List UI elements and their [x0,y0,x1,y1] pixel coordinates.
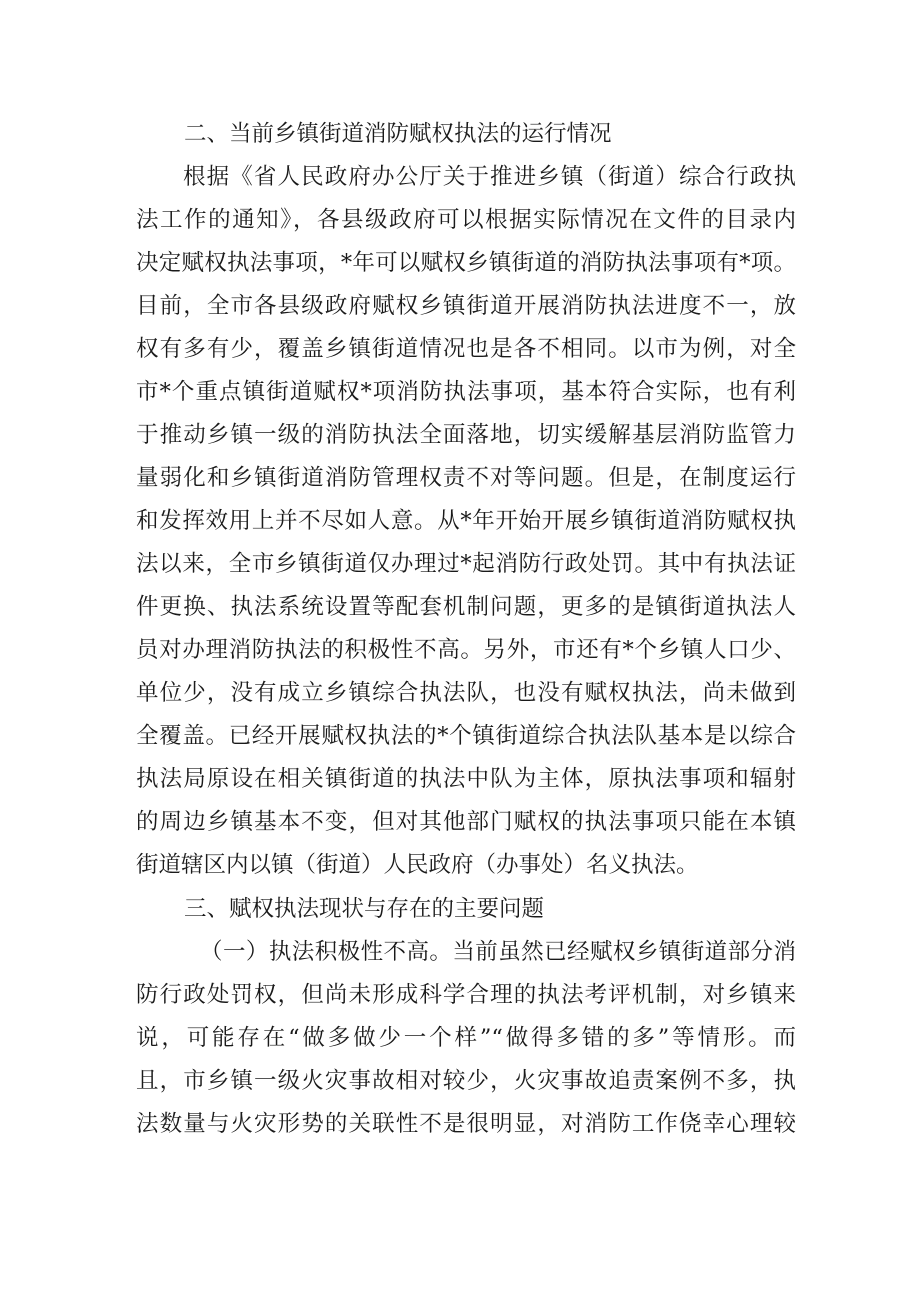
paragraph-line: 决定赋权执法事项，*年可以赋权乡镇街道的消防执法事项有*项。 [136,250,796,276]
paragraph-line: 且，市乡镇一级火灾事故相对较少，火灾事故追责案例不多，执 [136,1068,796,1094]
paragraph-line: 法工作的通知》，各县级政府可以根据实际情况在文件的目录内 [136,207,796,233]
paragraph-line: 防行政处罚权，但尚未形成科学合理的执法考评机制，对乡镇来 [136,982,796,1008]
paragraph-line: 街道辖区内以镇（街道）人民政府（办事处）名义执法。 [136,852,699,878]
paragraph-line: 法数量与火灾形势的关联性不是很明显，对消防工作侥幸心理较 [136,1111,796,1137]
paragraph-line: （一）执法积极性不高。当前虽然已经赋权乡镇街道部分消 [200,939,796,965]
section-heading: 二、当前乡镇街道消防赋权执法的运行情况 [184,121,612,147]
paragraph-line: 根据《省人民政府办公厅关于推进乡镇（街道）综合行政执 [183,164,796,190]
paragraph-line: 件更换、执法系统设置等配套机制问题，更多的是镇街道执法人 [136,594,796,620]
paragraph-line: 说，可能存在“做多做少一个样”“做得多错的多”等情形。而 [136,1025,796,1051]
paragraph-line: 和发挥效用上并不尽如人意。从*年开始开展乡镇街道消防赋权执 [136,508,796,534]
paragraph-line: 执法局原设在相关镇街道的执法中队为主体，原执法事项和辐射 [136,766,796,792]
paragraph-line: 市*个重点镇街道赋权*项消防执法事项，基本符合实际，也有利 [136,379,796,405]
paragraph-line: 全覆盖。已经开展赋权执法的*个镇街道综合执法队基本是以综合 [136,723,796,749]
paragraph-line: 的周边乡镇基本不变，但对其他部门赋权的执法事项只能在本镇 [136,809,796,835]
paragraph-line: 单位少，没有成立乡镇综合执法队，也没有赋权执法，尚未做到 [136,680,796,706]
paragraph-line: 目前，全市各县级政府赋权乡镇街道开展消防执法进度不一，放 [136,293,796,319]
section-heading: 三、赋权执法现状与存在的主要问题 [184,896,545,922]
paragraph-line: 法以来，全市乡镇街道仅办理过*起消防行政处罚。其中有执法证 [136,551,796,577]
paragraph-line: 权有多有少，覆盖乡镇街道情况也是各不相同。以市为例，对全 [136,336,796,362]
paragraph-line: 量弱化和乡镇街道消防管理权责不对等问题。但是，在制度运行 [136,465,796,491]
paragraph-line: 员对办理消防执法的积极性不高。另外，市还有*个乡镇人口少、 [136,637,796,663]
paragraph-line: 于推动乡镇一级的消防执法全面落地，切实缓解基层消防监管力 [136,422,796,448]
